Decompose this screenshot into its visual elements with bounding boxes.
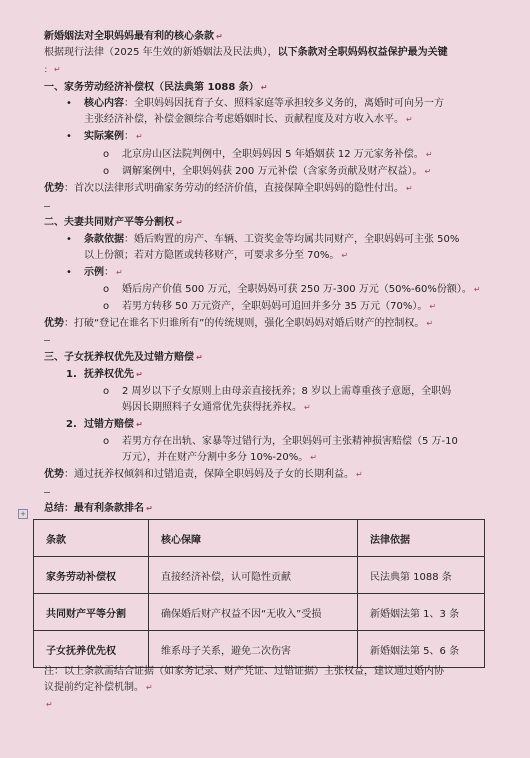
bullet-icon: • bbox=[66, 131, 72, 142]
section3-sub1-line1: 2 周岁以下子女原则上由母亲直接抚养；8 岁以上需尊重孩子意愿，全职妈 bbox=[122, 386, 452, 397]
table-row bbox=[34, 557, 485, 594]
section3-advantage: 优势：通过抚养权倾斜和过错追责，保障全职妈妈及子女的长期利益。 ↵ bbox=[44, 469, 363, 480]
note-line1: 注：以上条款需结合证据（如家务记录、财产凭证、过错证据）主张权益，建议通过婚内协 bbox=[44, 666, 444, 677]
intro-tail: ： ↵ bbox=[44, 65, 61, 74]
summary-heading: 总结：最有利条款排名 ↵ bbox=[44, 503, 153, 514]
table-row bbox=[34, 631, 485, 668]
table-header-row bbox=[34, 520, 485, 557]
section2-example-label: 示例： ↵ bbox=[84, 267, 123, 278]
paragraph-mark: ↵ bbox=[46, 700, 53, 709]
note-line2: 议提前约定补偿机制。 ↵ bbox=[44, 682, 153, 693]
section1-case1: 北京房山区法院判例中，全职妈妈因 5 年婚姻获 12 万元家务补偿。 ↵ bbox=[122, 149, 433, 160]
table-cell: 家务劳动补偿权 bbox=[34, 557, 149, 594]
table-row bbox=[34, 594, 485, 631]
section1-heading: 一、家务劳动经济补偿权（民法典第 1088 条） ↵ bbox=[44, 82, 268, 93]
table-cell: 子女抚养优先权 bbox=[34, 631, 149, 668]
table-move-handle-icon[interactable]: + bbox=[18, 509, 28, 519]
table-cell: 直接经济补偿，认可隐性贡献 bbox=[149, 557, 358, 594]
section3-sub2-line2: 万元），并在财产分割中多分 10%-20%。 ↵ bbox=[122, 452, 317, 463]
section3-sub2-number: 2. bbox=[66, 419, 77, 430]
section3-heading: 三、子女抚养权优先及过错方赔偿 ↵ bbox=[44, 352, 203, 363]
table-header-cell: 核心保障 bbox=[149, 520, 358, 557]
circle-bullet-icon: o bbox=[103, 149, 110, 160]
section3-sub1-number: 1. bbox=[66, 369, 77, 380]
section2-example2: 若男方转移 50 万元资产，全职妈妈可追回并多分 35 万元（70%）。 ↵ bbox=[122, 301, 437, 312]
circle-bullet-icon: o bbox=[103, 301, 110, 312]
table-cell: 民法典第 1088 条 bbox=[358, 557, 485, 594]
intro-line: 根据现行法律（2025 年生效的新婚姻法及民法典），以下条款对全职妈妈权益保护最为关键 bbox=[44, 47, 448, 58]
bullet-icon: • bbox=[66, 98, 72, 109]
section1-advantage: 优势：首次以法律形式明确家务劳动的经济价值，直接保障全职妈妈的隐性付出。 ↵ bbox=[44, 183, 413, 194]
table-header-cell: 法律依据 bbox=[358, 520, 485, 557]
section3-sub2-title: 过错方赔偿 ↵ bbox=[84, 419, 143, 430]
circle-bullet-icon: o bbox=[103, 166, 110, 177]
bullet-icon: • bbox=[66, 234, 72, 245]
section1-core-line1: 核心内容：全职妈妈因抚育子女、照料家庭等承担较多义务的，离婚时可向另一方 bbox=[84, 98, 444, 109]
section2-heading: 二、夫妻共同财产平等分割权 ↵ bbox=[44, 217, 183, 228]
section3-sub1-line2: 妈因长期照料子女通常优先获得抚养权。 ↵ bbox=[122, 402, 311, 413]
table-header-cell: 条款 bbox=[34, 520, 149, 557]
section3-sub2-line1: 若男方存在出轨、家暴等过错行为，全职妈妈可主张精神损害赔偿（5 万-10 bbox=[122, 436, 458, 447]
circle-bullet-icon: o bbox=[103, 436, 110, 447]
table-cell: 新婚姻法第 5、6 条 bbox=[358, 631, 485, 668]
table-cell: 新婚姻法第 1、3 条 bbox=[358, 594, 485, 631]
section2-advantage: 优势：打破“登记在谁名下归谁所有”的传统规则，强化全职妈妈对婚后财产的控制权。 ↵ bbox=[44, 318, 434, 329]
section3-sub1-title: 抚养权优先 ↵ bbox=[84, 369, 143, 380]
doc-title: 新婚姻法对全职妈妈最有利的核心条款 ↵ bbox=[44, 31, 223, 42]
table-cell: 维系母子关系，避免二次伤害 bbox=[149, 631, 358, 668]
divider bbox=[44, 206, 50, 207]
bullet-icon: • bbox=[66, 267, 72, 278]
table-cell: 确保婚后财产权益不因“无收入”受损 bbox=[149, 594, 358, 631]
divider bbox=[44, 340, 50, 341]
section1-cases-label: 实际案例： ↵ bbox=[84, 131, 143, 142]
section2-basis-line1: 条款依据：婚后购置的房产、车辆、工资奖金等均属共同财产，全职妈妈可主张 50% bbox=[84, 234, 460, 245]
table-cell: 共同财产平等分割 bbox=[34, 594, 149, 631]
circle-bullet-icon: o bbox=[103, 386, 110, 397]
section1-core-line2: 主张经济补偿，补偿金额综合考虑婚姻时长、贡献程度及对方收入水平。 ↵ bbox=[84, 114, 413, 125]
circle-bullet-icon: o bbox=[103, 284, 110, 295]
section2-example1: 婚后房产价值 500 万元，全职妈妈可获 250 万-300 万元（50%-60%份额）。 ↵ bbox=[122, 284, 481, 295]
section1-case2: 调解案例中，全职妈妈获 200 万元补偿（含家务贡献及财产权益）。 ↵ bbox=[122, 166, 432, 177]
divider bbox=[44, 492, 50, 493]
section2-basis-line2: 以上份额；若对方隐匿或转移财产，可要求多分至 70%。 ↵ bbox=[84, 250, 349, 261]
summary-table bbox=[33, 519, 485, 668]
